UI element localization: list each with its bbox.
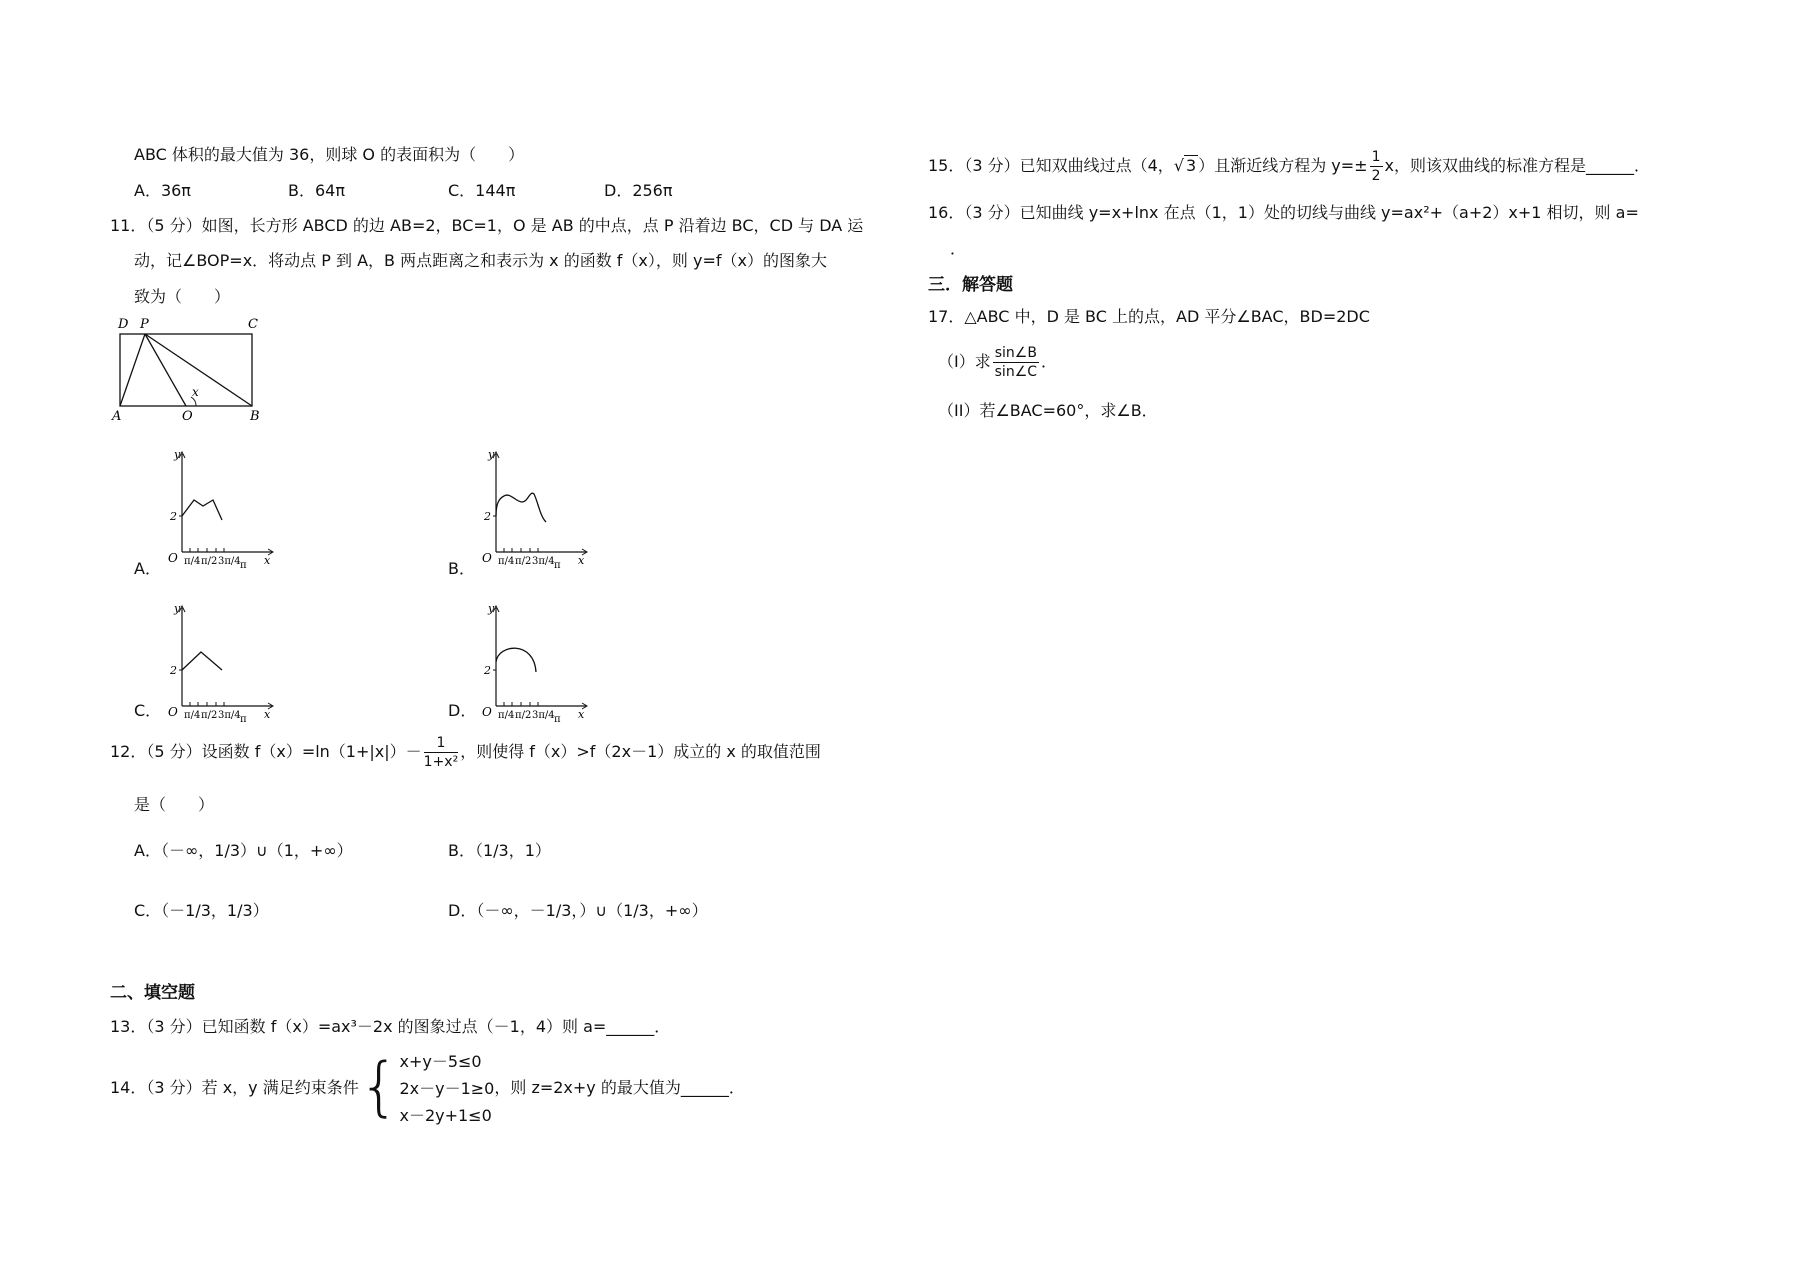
q12-option-d: D．（－∞，－1/3，）∪（1/3，+∞） — [448, 901, 708, 920]
label-x: x — [192, 385, 199, 399]
q12-option-a: A．（－∞，1/3）∪（1，+∞） — [134, 841, 353, 860]
curve-b — [496, 493, 546, 522]
section-fill-in: 二、填空题 — [110, 983, 195, 1003]
q15-post: x，则该双曲线的标准方程是______． — [1384, 156, 1650, 175]
y-label: y — [488, 602, 495, 615]
q15 — [928, 150, 1650, 183]
value-2-label: 2 — [170, 664, 177, 677]
q14-post: ，则 z=2x+y 的最大值为______． — [494, 1078, 745, 1097]
y-label: y — [488, 448, 495, 461]
q12-line2: 是（ ） — [134, 795, 215, 814]
q11-line1: 11．（5 分）如图，长方形 ABCD 的边 AB=2，BC=1，O 是 AB 的中点，点 P 沿着边 BC，CD 与 DA 运 — [110, 216, 864, 235]
value-2-label: 2 — [170, 510, 177, 523]
label-o: O — [182, 409, 193, 424]
origin-label: O — [482, 705, 492, 719]
tick-label-2: 3π/4 — [532, 556, 555, 567]
x-label: x — [578, 554, 585, 567]
q12-option-c: C．（－1/3，1/3） — [134, 901, 269, 920]
pi-label: π — [240, 560, 247, 571]
origin-label: O — [168, 551, 178, 565]
q10-option-c: C．144π — [448, 181, 516, 200]
q12-line1 — [110, 736, 821, 769]
pi-label: π — [240, 714, 247, 725]
rectangle-figure — [108, 312, 268, 422]
tick-label-2: 3π/4 — [532, 710, 555, 721]
label-a: A — [112, 409, 122, 424]
graph-c — [160, 598, 280, 725]
pi-label: π — [554, 560, 561, 571]
q10-option-b: B．64π — [288, 181, 345, 200]
q14 — [110, 1048, 745, 1129]
q10-option-d: D．256π — [604, 181, 673, 200]
tick-label-1: π/2 — [515, 710, 532, 721]
q15-fraction: $\frac{1}{2}$ — [1371, 149, 1381, 184]
tick-label-1: π/2 — [515, 556, 532, 567]
q12-option-b: B．（1/3，1） — [448, 841, 551, 860]
q17-i-post: ． — [1040, 352, 1057, 371]
y-label: y — [174, 448, 181, 461]
x-label: x — [264, 708, 271, 721]
graph-option-d: D． — [448, 701, 477, 720]
q11-line2: 动，记∠BOP=x．将动点 P 到 A，B 两点距离之和表示为 x 的函数 f（x），则 y=f（x）的图象大 — [134, 251, 827, 270]
tick-label-2: 3π/4 — [218, 556, 241, 567]
tick-label-1: π/2 — [201, 710, 218, 721]
q17-part-i — [938, 346, 1057, 379]
q12-fraction: $\frac{1}{\text{1+x²}}$ — [423, 735, 459, 770]
tick-label-0: π/4 — [184, 710, 201, 721]
q11-line3: 致为（ ） — [134, 287, 231, 306]
section-solutions: 三．解答题 — [928, 275, 1013, 295]
origin-label: O — [168, 705, 178, 719]
label-d: D — [118, 317, 129, 332]
q10-option-a: A．36π — [134, 181, 191, 200]
value-2-label: 2 — [484, 664, 491, 677]
constraint-3: x－2y+1≤0 — [399, 1106, 492, 1125]
q15-pre: 15．（3 分）已知双曲线过点（4， — [928, 156, 1174, 175]
origin-label: O — [482, 551, 492, 565]
y-label: y — [174, 602, 181, 615]
graph-d — [474, 598, 594, 725]
q13: 13．（3 分）已知函数 f（x）=ax³－2x 的图象过点（－1，4）则 a=______． — [110, 1017, 671, 1036]
label-b: B — [250, 409, 260, 424]
q15-mid: ）且渐近线方程为 y=± — [1198, 156, 1368, 175]
constraint-1: x+y－5≤0 — [399, 1052, 482, 1071]
graph-option-b: B． — [448, 559, 475, 578]
curve-a — [182, 500, 222, 520]
graph-option-c: C． — [134, 701, 162, 720]
value-2-label: 2 — [484, 510, 491, 523]
q16-continuation: ． — [950, 239, 967, 258]
label-p: P — [140, 317, 149, 332]
sqrt-symbol: √ 3 — [1173, 156, 1197, 175]
q14-pre: 14．（3 分）若 x，y 满足约束条件 — [110, 1078, 359, 1097]
x-label: x — [264, 554, 271, 567]
tick-label-1: π/2 — [201, 556, 218, 567]
tick-label-0: π/4 — [184, 556, 201, 567]
tick-label-0: π/4 — [498, 556, 515, 567]
q17: 17．△ABC 中，D 是 BC 上的点，AD 平分∠BAC，BD=2DC — [928, 307, 1370, 326]
constraint-2: 2x－y－1≥0 — [399, 1079, 495, 1098]
label-c: C — [248, 317, 258, 332]
x-label: x — [578, 708, 585, 721]
graph-b — [474, 444, 594, 571]
q12-pre: 12．（5 分）设函数 f（x）=ln（1+|x|）－ — [110, 742, 422, 761]
q12-post: ，则使得 f（x）>f（2x－1）成立的 x 的取值范围 — [460, 742, 821, 761]
graph-a — [160, 444, 280, 571]
q17-i-pre: （I）求 — [938, 352, 991, 371]
curve-c — [182, 652, 222, 670]
tick-label-2: 3π/4 — [218, 710, 241, 721]
curve-d — [496, 648, 536, 672]
q16: 16．（3 分）已知曲线 y=x+lnx 在点（1，1）处的切线与曲线 y=ax²+（a+2）x+1 相切，则 a= — [928, 203, 1639, 222]
graph-option-a: A． — [134, 559, 161, 578]
q17-fraction: $\frac{\sin\angle B}{\sin\angle C}$ — [994, 345, 1038, 380]
brace-symbol: { — [358, 1050, 400, 1125]
q10-tail: ABC 体积的最大值为 36，则球 O 的表面积为（ ） — [134, 145, 525, 164]
q14-constraints — [399, 1048, 494, 1129]
tick-label-0: π/4 — [498, 710, 515, 721]
pi-label: π — [554, 714, 561, 725]
q17-part-ii: （II）若∠BAC=60°，求∠B． — [938, 401, 1158, 420]
